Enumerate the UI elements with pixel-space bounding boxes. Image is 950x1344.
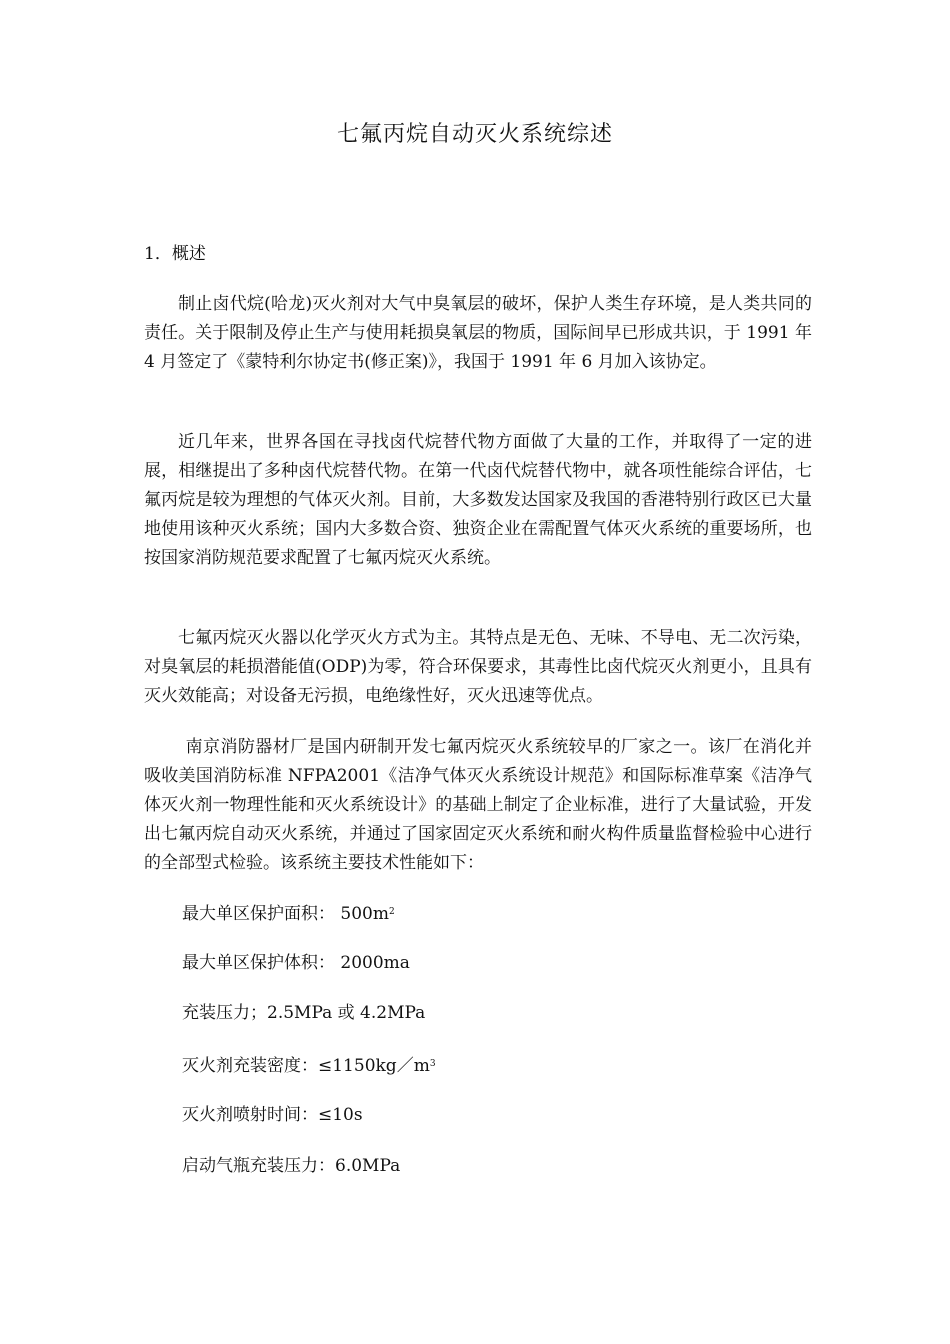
spec-discharge-time (182, 1101, 363, 1129)
spec-max-volume (182, 949, 410, 977)
document-title: 七氟丙烷自动灭火系统综述 (336, 122, 613, 147)
spec-text: 灭火剂喷射时间：≤10s (182, 1105, 363, 1125)
section-heading-overview: 1．概述 (144, 244, 206, 264)
spec-text: 灭火剂充装密度：≤1150kg／m (182, 1056, 430, 1076)
spec-fill-pressure (182, 999, 425, 1027)
spec-starter-pressure (182, 1152, 400, 1180)
paragraph-nanjing-factory: 南京消防器材厂是国内研制开发七氟丙烷灭火系统较早的厂家之一。该厂在消化并吸收美国消防标准 NFPA2001《洁净气体灭火系统设计规范》和国际标准草案《洁净气体灭火剂一物理性能和灭火系统设计》的基础上制定了企业标准，进行了大量试验，开发出七氟丙烷自动灭火系统，并通过了国家固定灭火系统和耐火构件质量监督检验中心进行的全部型式检验。该系统主要技术性能如下： (144, 737, 812, 873)
spec-text: 最大单区保护面积： 500m (182, 904, 389, 924)
spec-superscript: 3 (429, 1059, 436, 1069)
spec-fill-density (182, 1050, 436, 1080)
spec-text: 充装压力；2.5MPa 或 4.2MPa (182, 1003, 426, 1023)
paragraph-halon-alternatives: 近几年来，世界各国在寻找卤代烷替代物方面做了大量的工作，并取得了一定的进展，相继提出了多种卤代烷替代物。在第一代卤代烷替代物中，就各项性能综合评估，七氟丙烷是较为理想的气体灭火剂。目前，大多数发达国家及我国的香港特别行政区已大量地使用该种灭火系统；国内大多数合资、独资企业在需配置气体灭火系统的重要场所，也按国家消防规范要求配置了七氟丙烷灭火系统。 (144, 432, 812, 568)
spec-superscript: 2 (388, 907, 395, 917)
paragraph-hfc227ea-features: 七氟丙烷灭火器以化学灭火方式为主。其特点是无色、无味、不导电、无二次污染，对臭氧层的耗损潜能值(ODP)为零，符合环保要求，其毒性比卤代烷灭火剂更小，且具有灭火效能高；对设备无污损，电绝缘性好，灭火迅速等优点。 (144, 628, 812, 706)
paragraph-halon-background: 制止卤代烷(哈龙)灭火剂对大气中臭氧层的破坏，保护人类生存环境，是人类共同的责任。关于限制及停止生产与使用耗损臭氧层的物质，国际间早已形成共识，于 1991 年 4 月签定了《蒙特利尔协定书(修正案)》，我国于 1991 年 6 月加入该协定。 (144, 294, 812, 372)
spec-text: 启动气瓶充装压力：6.0MPa (182, 1156, 401, 1176)
spec-max-area (182, 898, 395, 928)
spec-text: 最大单区保护体积： 2000ma (182, 953, 410, 973)
